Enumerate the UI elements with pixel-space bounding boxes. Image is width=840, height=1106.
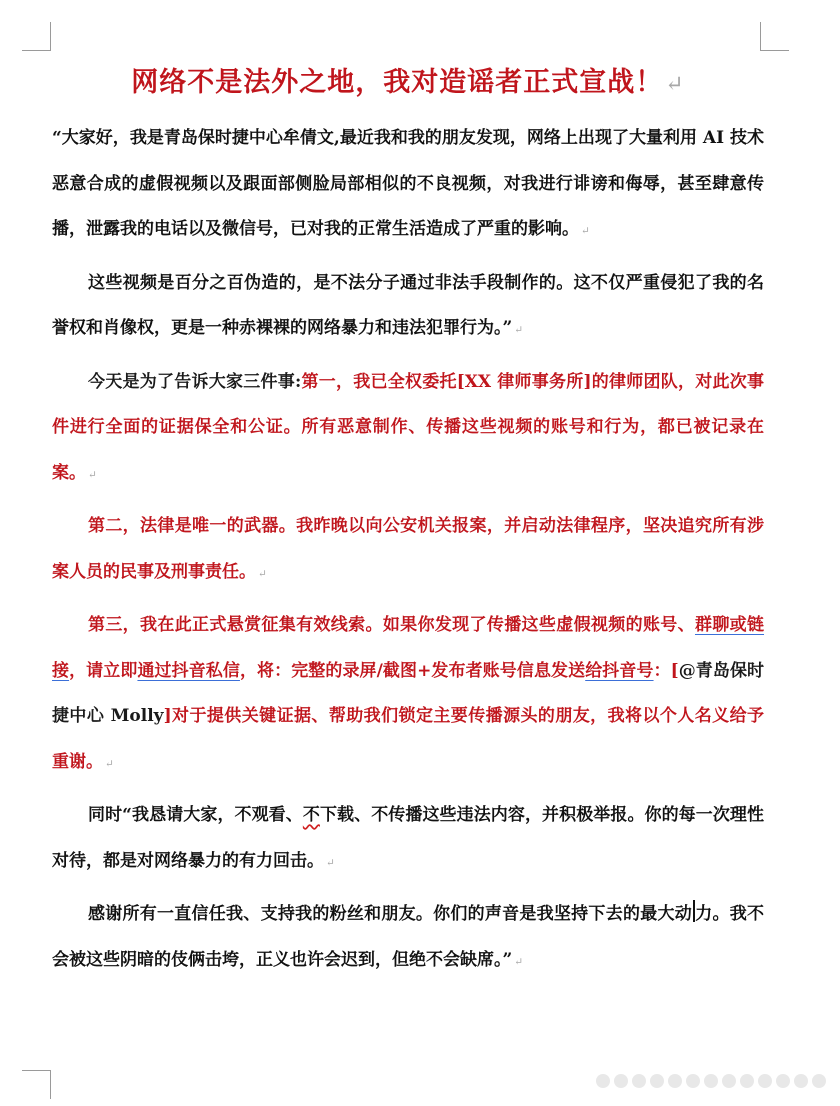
paragraph-6-text: 同时“我恳请大家，不观看、 bbox=[88, 805, 303, 825]
page-corner-top-left bbox=[22, 22, 51, 51]
paragraph-1[interactable]: “大家好，我是青岛保时捷中心牟倩文,最近我和我的朋友发现，网络上出现了大量利用 AI 技术恶意合成的虚假视频以及跟面部侧脸局部相似的不良视频，对我进行诽谤和侮辱，甚至肆意传播，泄露我的电话以及微信号，已对我的正常生活造成了严重的影响。 ↵ bbox=[52, 128, 764, 239]
paragraph-6-text-2: 下载、不传播这些违法内容，并积极举报。你的每一次理性对待，都是对网络暴力的有力回击。 bbox=[52, 805, 765, 871]
paragraph-3[interactable] bbox=[52, 360, 764, 499]
account-handle-text: @青岛保时捷中心 Molly bbox=[52, 660, 765, 726]
point-three-text-3: ，将：完整的录屏/截图+发布者账号信息发送 bbox=[239, 660, 586, 681]
point-three-text: 第三，我在此正式悬赏征集有效线索。如果你发现了传播这些虚假视频的账号、 bbox=[88, 615, 695, 635]
group-chat-or-link-text: 群聊或链接 bbox=[52, 615, 765, 681]
paragraph-mark-icon: ↵ bbox=[514, 955, 524, 968]
spellcheck-underlined-text: 不 bbox=[302, 805, 320, 825]
paragraph-6[interactable] bbox=[52, 793, 764, 886]
paragraph-mark-icon: ↵ bbox=[88, 468, 97, 481]
paragraph-mark-icon: ↵ bbox=[105, 757, 114, 770]
point-two-text: 第二，法律是唯一的武器。我昨晚以向公安机关报案，并启动法律程序，坚决追究所有涉案人员的民事及刑事责任。 bbox=[52, 516, 764, 582]
douyin-private-message-text: 通过抖音私信 bbox=[137, 660, 240, 681]
document-page[interactable] bbox=[52, 58, 764, 985]
point-three-text-5: ]对于提供关键证据、帮助我们锁定主要传播源头的朋友，我将以个人名义给予重谢。 bbox=[52, 706, 764, 772]
watermark-dots bbox=[596, 1074, 826, 1088]
paragraph-7[interactable] bbox=[52, 892, 764, 985]
douyin-account-text: 给抖音号 bbox=[585, 660, 654, 681]
paragraph-mark-icon: ↵ bbox=[581, 225, 590, 237]
paragraph-mark-icon: ↵ bbox=[514, 324, 524, 336]
paragraph-3-intro: 今天是为了告诉大家三件事: bbox=[88, 371, 302, 392]
paragraph-4[interactable] bbox=[52, 504, 764, 597]
paragraph-7-text: 感谢所有一直信任我、支持我的粉丝和朋友。你们的声音是我坚持下去的最大动 bbox=[88, 904, 692, 924]
paragraph-7-text-2: 力。我不会被这些阴暗的伎俩击垮，正义也许会迟到，但绝不会缺席。” bbox=[52, 904, 765, 970]
page-corner-bottom-left bbox=[22, 1070, 51, 1099]
paragraph-5[interactable] bbox=[52, 603, 764, 787]
document-title: 网络不是法外之地，我对造谣者正式宣战！↵ bbox=[131, 67, 685, 98]
paragraph-mark-icon: ↵ bbox=[665, 72, 685, 97]
paragraph-mark-icon: ↵ bbox=[326, 856, 335, 869]
point-one-text: 第一，我已全权委托[XX 律师事务所]的律师团队，对此次事件进行全面的证据保全和公证。所有恶意制作、传播这些视频的账号和行为，都已被记录在案。 bbox=[52, 371, 765, 483]
paragraph-2[interactable]: 这些视频是百分之百伪造的，是不法分子通过非法手段制作的。这不仅严重侵犯了我的名誉权和肖像权，更是一种赤裸裸的网络暴力和违法犯罪行为。” ↵ bbox=[52, 272, 764, 338]
point-three-text-2: ，请立即 bbox=[69, 660, 138, 681]
paragraph-mark-icon: ↵ bbox=[258, 567, 267, 580]
page-corner-top-right bbox=[760, 22, 789, 51]
point-three-text-4: ：[ bbox=[653, 660, 679, 681]
